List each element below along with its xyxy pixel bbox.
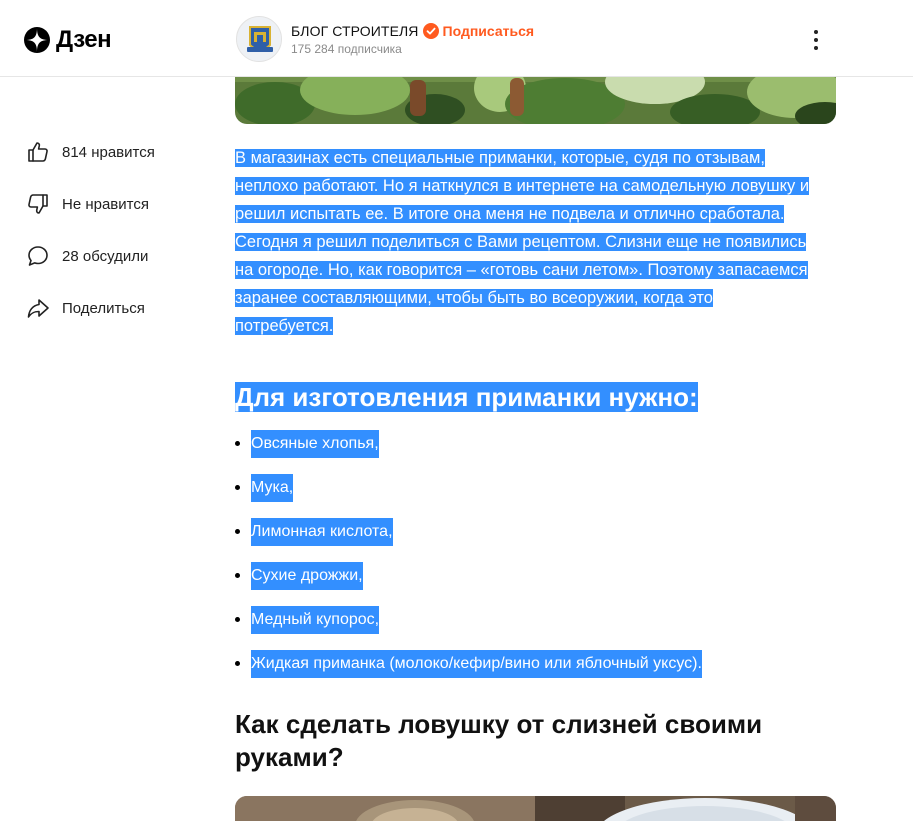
logo-text: Дзен	[56, 26, 112, 53]
paragraph-line: неплохо работают. Но я наткнулся в интернете на самодельную ловушку и	[235, 177, 810, 195]
channel-name[interactable]: БЛОГ СТРОИТЕЛЯ	[291, 22, 419, 39]
list-item	[235, 422, 836, 466]
top-bar	[0, 0, 913, 77]
list-item	[235, 466, 836, 510]
list-item-text: Мука,	[251, 474, 293, 502]
list-item	[235, 510, 836, 554]
channel-avatar[interactable]	[236, 16, 282, 62]
list-item	[235, 598, 836, 642]
share-button[interactable]	[26, 296, 155, 320]
share-label: Поделиться	[62, 299, 145, 317]
paragraph-line: на огороде. Но, как говорится – «готовь сани летом». Поэтому запасаемся	[235, 261, 808, 279]
bullet-icon	[235, 485, 240, 490]
paragraph-line: Сегодня я решил поделиться с Вами рецептом. Слизни еще не появились	[235, 233, 807, 251]
paragraph-line: заранее составляющими, чтобы быть во всеоружии, когда это	[235, 289, 713, 307]
dislike-button[interactable]	[26, 192, 155, 216]
list-item-text: Медный купорос,	[251, 606, 379, 634]
article-bottom-image	[235, 796, 836, 821]
bullet-icon	[235, 617, 240, 622]
thumbs-down-icon	[26, 192, 50, 216]
ingredients-heading-text: Для изготовления приманки нужно:	[235, 382, 698, 412]
channel-avatar-image	[237, 17, 282, 62]
dislike-label: Не нравится	[62, 195, 149, 213]
subscriber-count: 175 284 подписчика	[291, 41, 402, 56]
subscribe-button[interactable]: Подписаться	[442, 22, 535, 39]
dzen-logo[interactable]	[24, 27, 111, 53]
section-heading: Как сделать ловушку от слизней своими руками?	[235, 709, 763, 772]
dzen-logo-icon	[24, 27, 50, 53]
ingredients-heading	[235, 379, 836, 415]
bullet-icon	[235, 441, 240, 446]
list-item-text: Овсяные хлопья,	[251, 430, 379, 458]
thumbs-up-icon	[26, 140, 50, 164]
bullet-icon	[235, 529, 240, 534]
share-arrow-icon	[26, 296, 50, 320]
verified-icon	[423, 23, 439, 39]
ingredients-list	[235, 422, 836, 686]
bullet-icon	[235, 573, 240, 578]
comments-count: 28 обсудили	[62, 247, 149, 265]
bullet-icon	[235, 661, 240, 666]
article-paragraph	[235, 144, 836, 340]
channel-block	[236, 16, 534, 62]
comment-bubble-icon	[26, 244, 50, 268]
like-button[interactable]	[26, 140, 155, 164]
list-item	[235, 554, 836, 598]
like-count: 814 нравится	[62, 143, 155, 161]
paragraph-line: решил испытать ее. В итоге она меня не подвела и отлично сработала.	[235, 205, 785, 223]
list-item	[235, 642, 836, 686]
more-options-icon[interactable]	[806, 28, 826, 52]
reactions-sidebar	[26, 140, 155, 348]
paragraph-line: потребуется.	[235, 317, 334, 335]
comments-button[interactable]	[26, 244, 155, 268]
list-item-text: Сухие дрожжи,	[251, 562, 363, 590]
list-item-text: Лимонная кислота,	[251, 518, 393, 546]
paragraph-line: В магазинах есть специальные приманки, которые, судя по отзывам,	[235, 149, 765, 167]
list-item-text: Жидкая приманка (молоко/кефир/вино или яблочный уксус).	[251, 650, 702, 678]
